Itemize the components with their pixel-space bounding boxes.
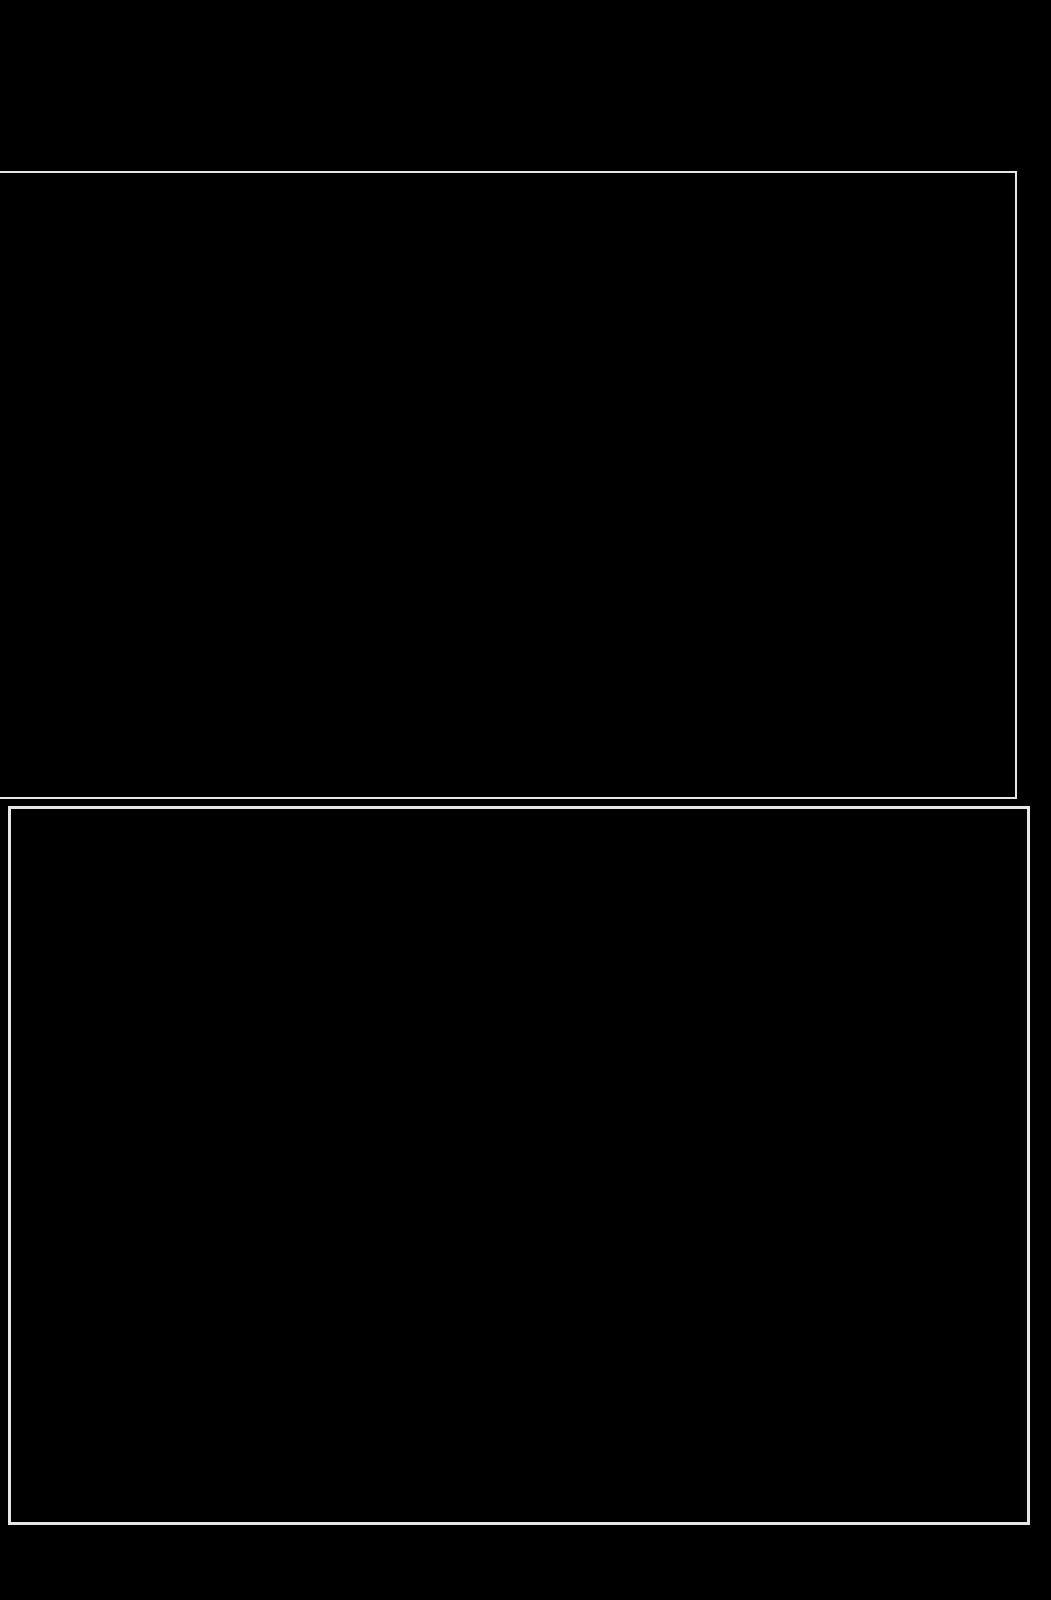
- handwritten-letter-canvas: [11, 809, 1021, 1516]
- rotated-translation-block: [105, 180, 1001, 770]
- handwritten-panel-frame: [8, 806, 1030, 1525]
